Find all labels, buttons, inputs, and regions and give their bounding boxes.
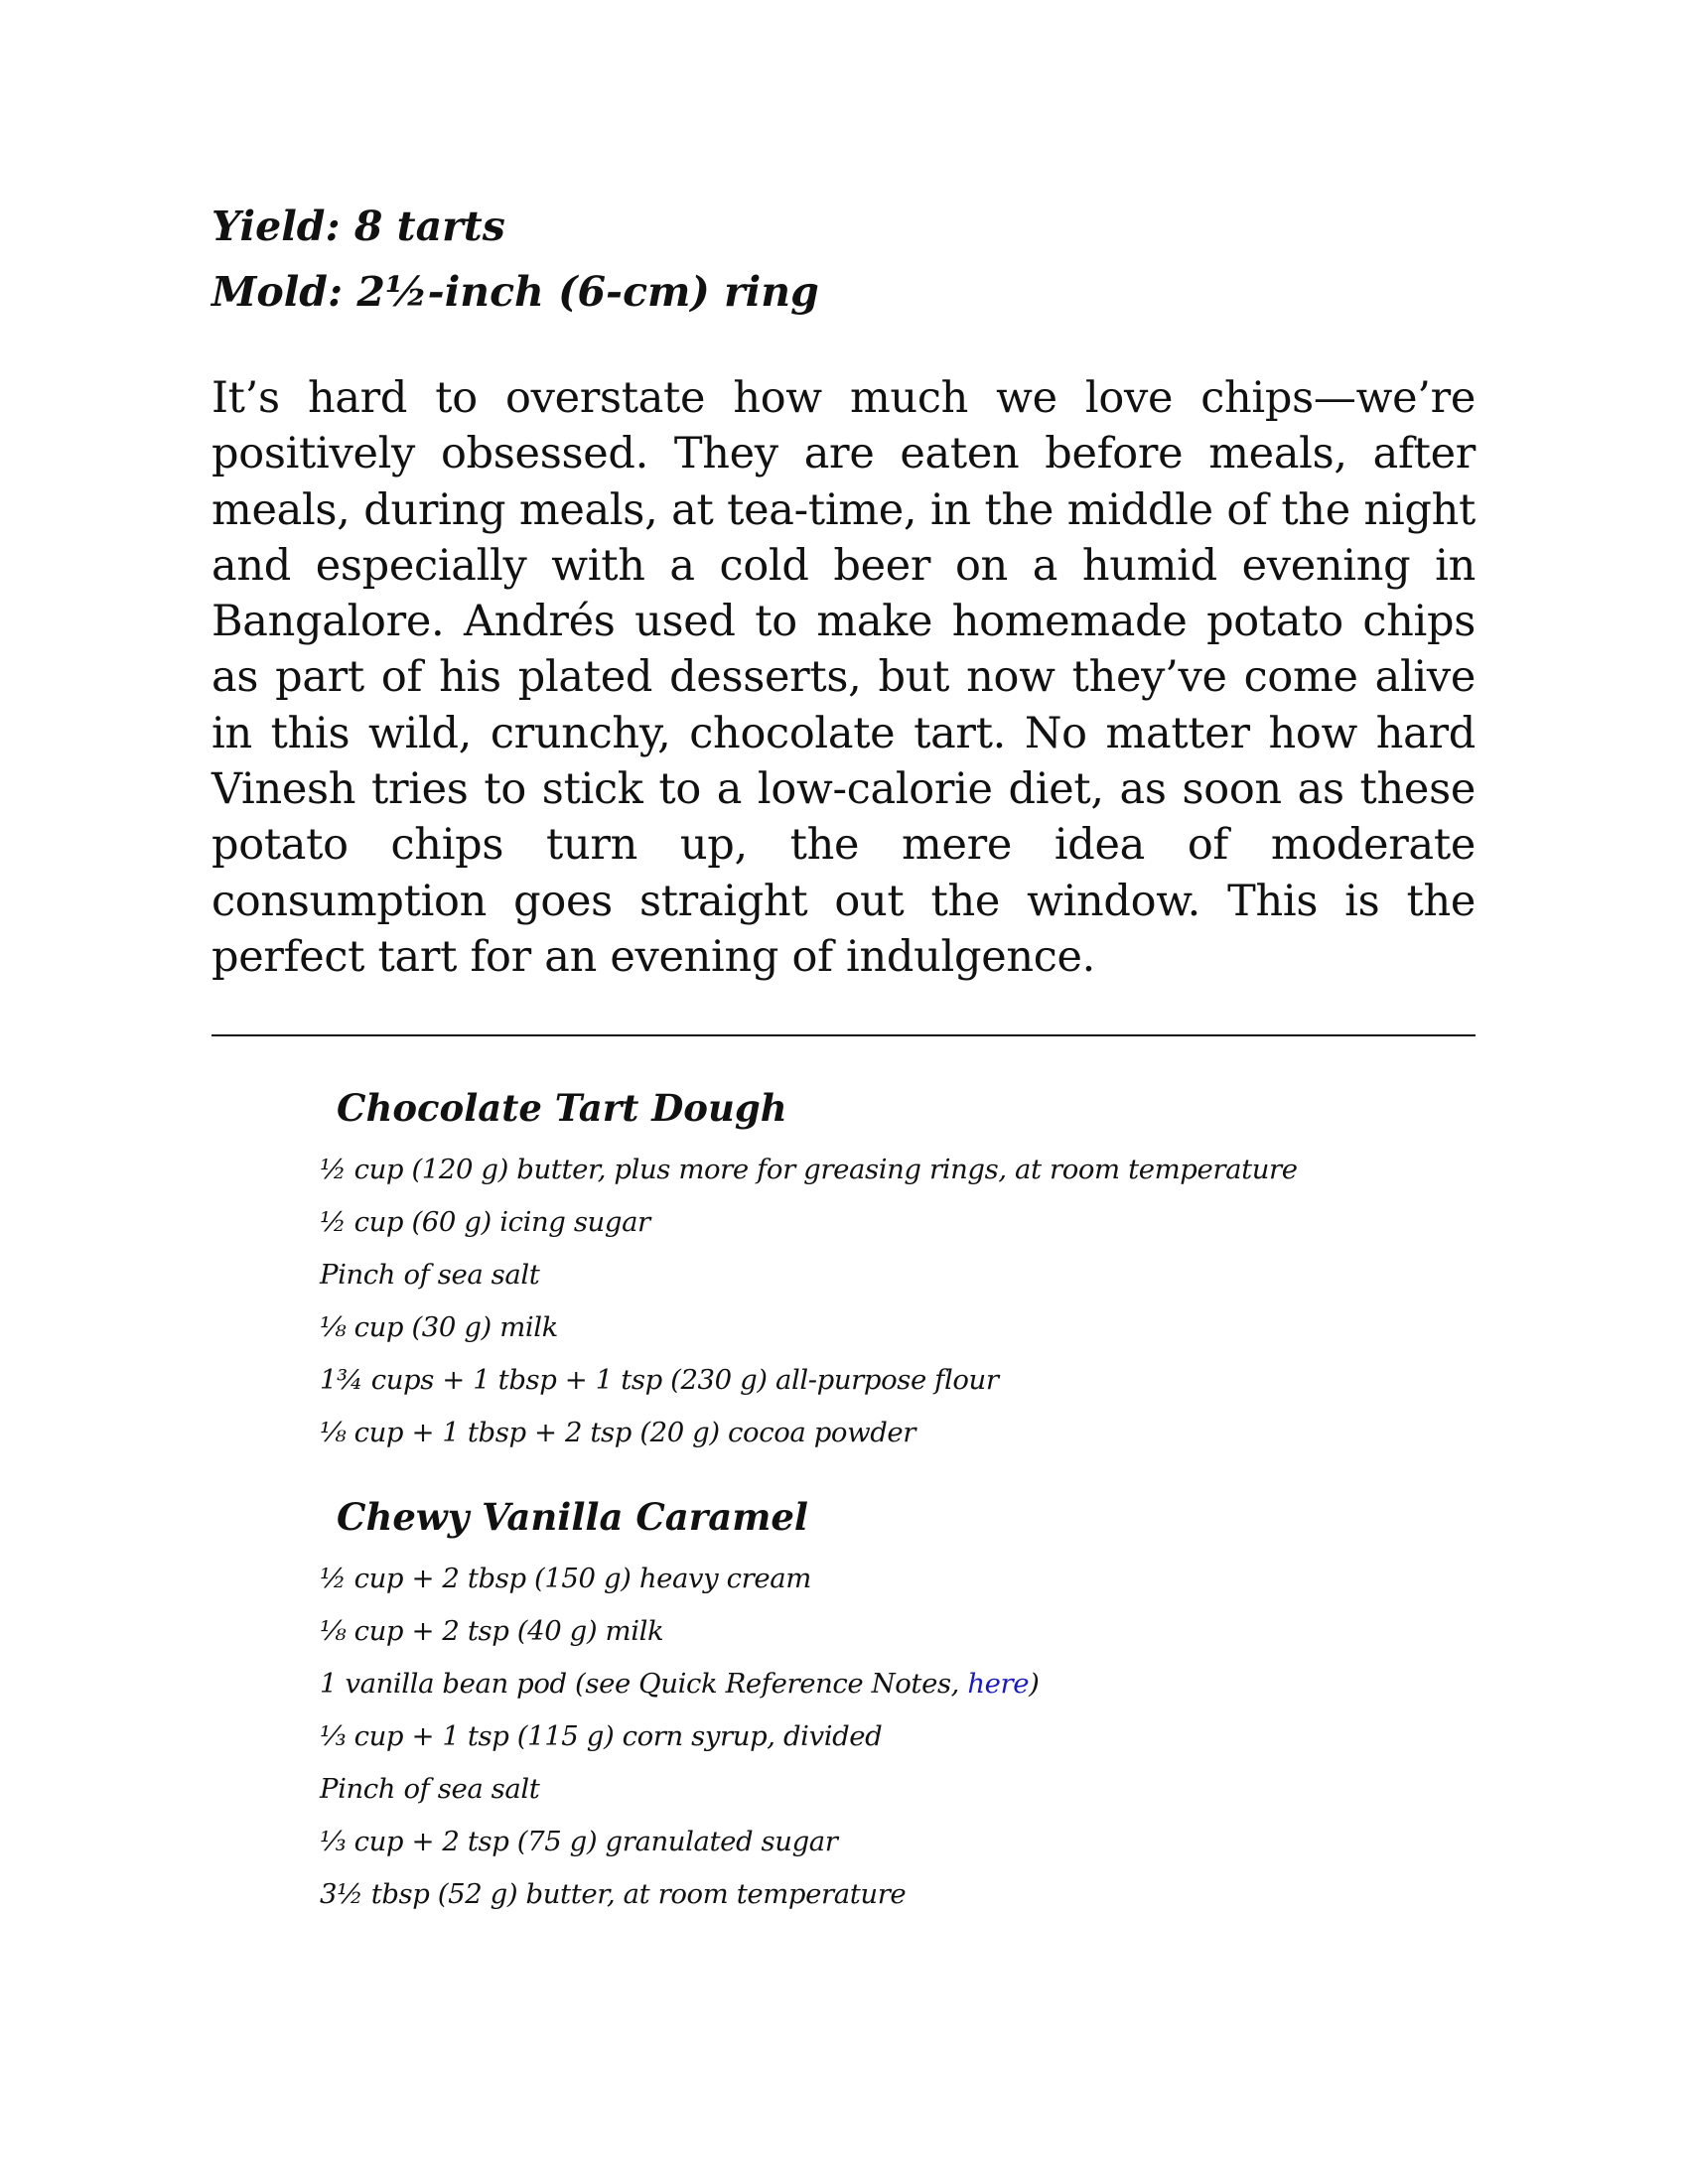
- section-divider: [211, 1034, 1476, 1036]
- ingredients-list: [211, 1078, 1476, 1921]
- ingredient-item: 1¾ cups + 1 tbsp + 1 tsp (230 g) all-purpose flour: [320, 1364, 999, 1397]
- section-title: Chocolate Tart Dough: [337, 1086, 787, 1131]
- recipe-mold: Mold: 2½-inch (6-cm) ring: [211, 268, 819, 316]
- ingredient-item: ½ cup (60 g) icing sugar: [320, 1206, 650, 1239]
- ingredient-section-chocolate-tart-dough: [320, 1078, 1476, 1459]
- ingredient-item: 3½ tbsp (52 g) butter, at room temperature: [320, 1878, 907, 1911]
- ingredient-text: ): [1029, 1668, 1040, 1701]
- ingredient-item: ⅛ cup (30 g) milk: [320, 1311, 558, 1344]
- quick-reference-link[interactable]: here: [967, 1668, 1030, 1701]
- ingredient-item: ½ cup + 2 tbsp (150 g) heavy cream: [320, 1563, 811, 1595]
- ingredient-text: 1 vanilla bean pod (see Quick Reference Notes,: [320, 1668, 968, 1701]
- section-title: Chewy Vanilla Caramel: [337, 1495, 808, 1540]
- ingredient-item: ½ cup (120 g) butter, plus more for greasing rings, at room temperature: [320, 1154, 1298, 1186]
- ingredient-item: Pinch of sea salt: [320, 1773, 540, 1806]
- ingredient-item-vanilla-bean: [320, 1658, 1476, 1710]
- ingredient-item: ⅛ cup + 2 tsp (40 g) milk: [320, 1615, 664, 1648]
- ingredient-item: ⅓ cup + 1 tsp (115 g) corn syrup, divided: [320, 1720, 883, 1753]
- ingredient-item: Pinch of sea salt: [320, 1259, 540, 1292]
- ingredient-section-chewy-vanilla-caramel: [320, 1487, 1476, 1921]
- recipe-intro: It’s hard to overstate how much we love chips—we’re positively obsessed. They are eaten before meals, after meals, during meals, at tea-time, in the middle of the night and especially with a cold beer on a humid evening in Bangalore. Andrés used to make homemade potato chips as part of his plated desserts, but now they’ve come alive in this wild, crunchy, chocolate tart. No matter how hard Vinesh tries to stick to a low-calorie diet, as soon as these potato chips turn up, the mere idea of moderate consumption goes straight out the window. This is the perfect tart for an evening of indulgence.: [211, 373, 1476, 982]
- ingredient-item: ⅓ cup + 2 tsp (75 g) granulated sugar: [320, 1826, 838, 1858]
- ingredient-item: ⅛ cup + 1 tbsp + 2 tsp (20 g) cocoa powder: [320, 1417, 916, 1449]
- recipe-yield: Yield: 8 tarts: [211, 203, 505, 250]
- recipe-page: [211, 194, 1476, 1921]
